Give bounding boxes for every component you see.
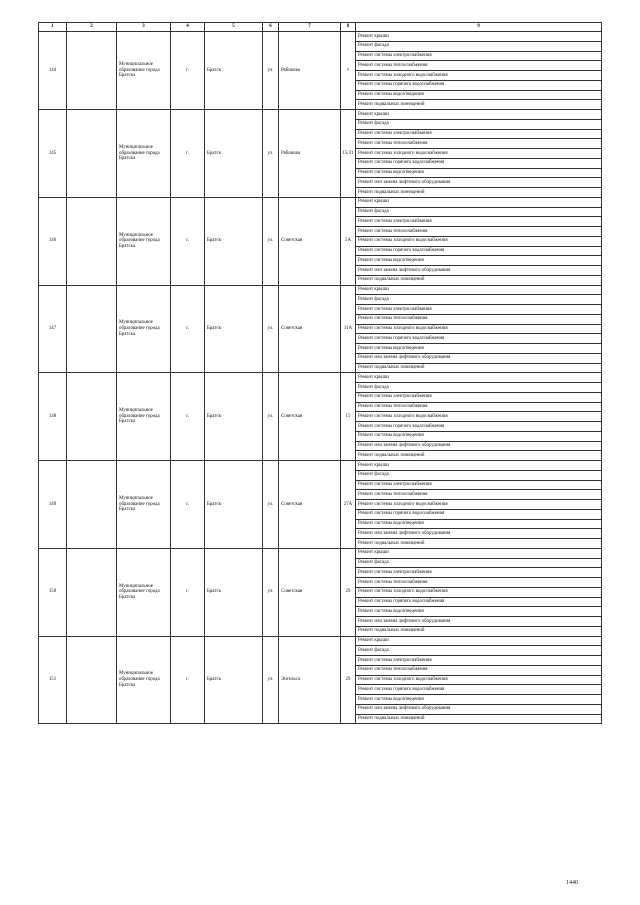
house-number: 11А [341,285,356,373]
work-item: Ремонт фасада [356,558,602,568]
work-item: Ремонт крыши [356,373,602,383]
house-number: 27А [341,461,356,549]
locality-prefix: г. [171,548,205,636]
work-item: Ремонт или замена лифтового оборудования [356,617,602,627]
record-number: 147 [39,285,67,373]
owner-name: Муниципальное образование города Братска [117,461,171,549]
record-number: 146 [39,197,67,285]
work-item: Ремонт системы водоотведения [356,90,602,100]
locality-prefix: г. [171,197,205,285]
work-item: Ремонт системы холодного водоснабжения [356,500,602,510]
work-item: Ремонт системы электроснабжения [356,51,602,61]
work-item: Ремонт системы холодного водоснабжения [356,675,602,685]
locality-prefix: г. [171,285,205,373]
work-item: Ремонт системы водоотведения [356,431,602,441]
street-name: Рябикова [279,32,341,110]
header-col-2: 2 [67,23,117,32]
work-item: Ремонт или замена лифтового оборудования [356,704,602,714]
work-item: Ремонт фасада [356,119,602,129]
empty-cell [67,32,117,110]
header-col-1: 1 [39,23,67,32]
work-item: Ремонт системы электроснабжения [356,480,602,490]
work-item: Ремонт или замена лифтового оборудования [356,529,602,539]
house-number: 29 [341,548,356,636]
record-number: 150 [39,548,67,636]
work-item: Ремонт системы горячего водоснабжения [356,422,602,432]
table-row [39,461,602,471]
work-item: Ремонт системы электроснабжения [356,656,602,666]
owner-name: Муниципальное образование города Братска [117,32,171,110]
locality-prefix: г. [171,373,205,461]
table-body [39,32,602,724]
work-item: Ремонт системы холодного водоснабжения [356,587,602,597]
city-name: Братск [205,548,263,636]
owner-name: Муниципальное образование города Братска [117,197,171,285]
work-item: Ремонт системы холодного водоснабжения [356,149,602,159]
street-type: ул. [263,636,279,724]
owner-name: Муниципальное образование города Братска [117,110,171,198]
locality-prefix: г. [171,461,205,549]
work-item: Ремонт системы водоотведения [356,695,602,705]
table-row [39,32,602,42]
work-item: Ремонт системы электроснабжения [356,217,602,227]
work-item: Ремонт системы электроснабжения [356,392,602,402]
work-item: Ремонт системы холодного водоснабжения [356,324,602,334]
work-item: Ремонт системы водоотведения [356,256,602,266]
work-item: Ремонт системы электроснабжения [356,129,602,139]
work-item: Ремонт системы теплоснабжения [356,227,602,237]
work-item: Ремонт фасада [356,383,602,393]
work-item: Ремонт системы теплоснабжения [356,139,602,149]
table-row [39,548,602,558]
record-number: 149 [39,461,67,549]
work-item: Ремонт системы горячего водоснабжения [356,80,602,90]
header-col-3: 3 [117,23,171,32]
locality-prefix: г. [171,110,205,198]
work-item: Ремонт подвальных помещений [356,714,602,724]
table-row [39,197,602,207]
house-number: 5А [341,197,356,285]
locality-prefix: г. [171,32,205,110]
work-item: Ремонт фасада [356,41,602,51]
empty-cell [67,373,117,461]
street-name: Советская [279,461,341,549]
work-item: Ремонт подвальных помещений [356,451,602,461]
empty-cell [67,548,117,636]
repair-program-table [38,22,602,724]
street-type: ул. [263,32,279,110]
work-item: Ремонт системы водоотведения [356,519,602,529]
owner-name: Муниципальное образование города Братска [117,285,171,373]
work-item: Ремонт системы теплоснабжения [356,665,602,675]
city-name: Братск [205,32,263,110]
work-item: Ремонт системы теплоснабжения [356,490,602,500]
house-number: 1 [341,32,356,110]
work-item: Ремонт фасада [356,470,602,480]
empty-cell [67,110,117,198]
locality-prefix: г. [171,636,205,724]
header-col-4: 4 [171,23,205,32]
work-item: Ремонт системы электроснабжения [356,568,602,578]
empty-cell [67,461,117,549]
work-item: Ремонт или замена лифтового оборудования [356,266,602,276]
table-row [39,110,602,120]
owner-name: Муниципальное образование города Братска [117,373,171,461]
work-item: Ремонт подвальных помещений [356,100,602,110]
street-name: Советская [279,197,341,285]
table-row [39,285,602,295]
city-name: Братск [205,197,263,285]
empty-cell [67,636,117,724]
street-type: ул. [263,285,279,373]
work-item: Ремонт системы теплоснабжения [356,314,602,324]
street-name: Советская [279,373,341,461]
house-number: 29 [341,636,356,724]
work-item: Ремонт фасада [356,646,602,656]
record-number: 148 [39,373,67,461]
street-type: ул. [263,373,279,461]
work-item: Ремонт системы теплоснабжения [356,402,602,412]
city-name: Братск [205,636,263,724]
header-col-5: 5 [205,23,263,32]
work-item: Ремонт системы горячего водоснабжения [356,597,602,607]
work-item: Ремонт фасада [356,207,602,217]
work-item: Ремонт системы водоотведения [356,607,602,617]
work-item: Ремонт системы холодного водоснабжения [356,71,602,81]
street-type: ул. [263,110,279,198]
work-item: Ремонт или замена лифтового оборудования [356,353,602,363]
header-row [39,23,602,32]
work-item: Ремонт системы теплоснабжения [356,61,602,71]
work-item: Ремонт системы горячего водоснабжения [356,509,602,519]
street-name: Рябикова [279,110,341,198]
work-item: Ремонт крыши [356,32,602,42]
work-item: Ремонт фасада [356,295,602,305]
street-type: ул. [263,461,279,549]
empty-cell [67,197,117,285]
city-name: Братск [205,461,263,549]
header-col-8: 8 [341,23,356,32]
work-item: Ремонт крыши [356,110,602,120]
record-number: 145 [39,110,67,198]
work-item: Ремонт подвальных помещений [356,539,602,549]
city-name: Братск [205,110,263,198]
work-item: Ремонт системы водоотведения [356,168,602,178]
work-item: Ремонт системы холодного водоснабжения [356,236,602,246]
work-item: Ремонт системы теплоснабжения [356,578,602,588]
header-col-6: 6 [263,23,279,32]
work-item: Ремонт крыши [356,636,602,646]
street-name: Советская [279,548,341,636]
work-item: Ремонт системы электроснабжения [356,305,602,315]
work-item: Ремонт системы холодного водоснабжения [356,412,602,422]
house-number: 15/31 [341,110,356,198]
record-number: 151 [39,636,67,724]
house-number: 15 [341,373,356,461]
city-name: Братск [205,373,263,461]
work-item: Ремонт или замена лифтового оборудования [356,178,602,188]
work-item: Ремонт подвальных помещений [356,275,602,285]
work-item: Ремонт крыши [356,197,602,207]
work-item: Ремонт подвальных помещений [356,626,602,636]
work-item: Ремонт системы горячего водоснабжения [356,685,602,695]
work-item: Ремонт или замена лифтового оборудования [356,441,602,451]
street-type: ул. [263,197,279,285]
work-item: Ремонт подвальных помещений [356,188,602,198]
work-item: Ремонт системы горячего водоснабжения [356,334,602,344]
work-item: Ремонт крыши [356,461,602,471]
work-item: Ремонт системы горячего водоснабжения [356,158,602,168]
header-col-7: 7 [279,23,341,32]
work-item: Ремонт крыши [356,548,602,558]
work-item: Ремонт подвальных помещений [356,363,602,373]
owner-name: Муниципальное образование города Братска [117,548,171,636]
city-name: Братск [205,285,263,373]
record-number: 144 [39,32,67,110]
work-item: Ремонт системы водоотведения [356,344,602,354]
street-name: Советская [279,285,341,373]
table-row [39,373,602,383]
work-item: Ремонт системы горячего водоснабжения [356,246,602,256]
street-type: ул. [263,548,279,636]
street-name: Энгельса [279,636,341,724]
empty-cell [67,285,117,373]
work-item: Ремонт крыши [356,285,602,295]
page-number: 1440 [566,880,578,886]
table-row [39,636,602,646]
owner-name: Муниципальное образование города Братска [117,636,171,724]
header-col-9: 9 [356,23,602,32]
